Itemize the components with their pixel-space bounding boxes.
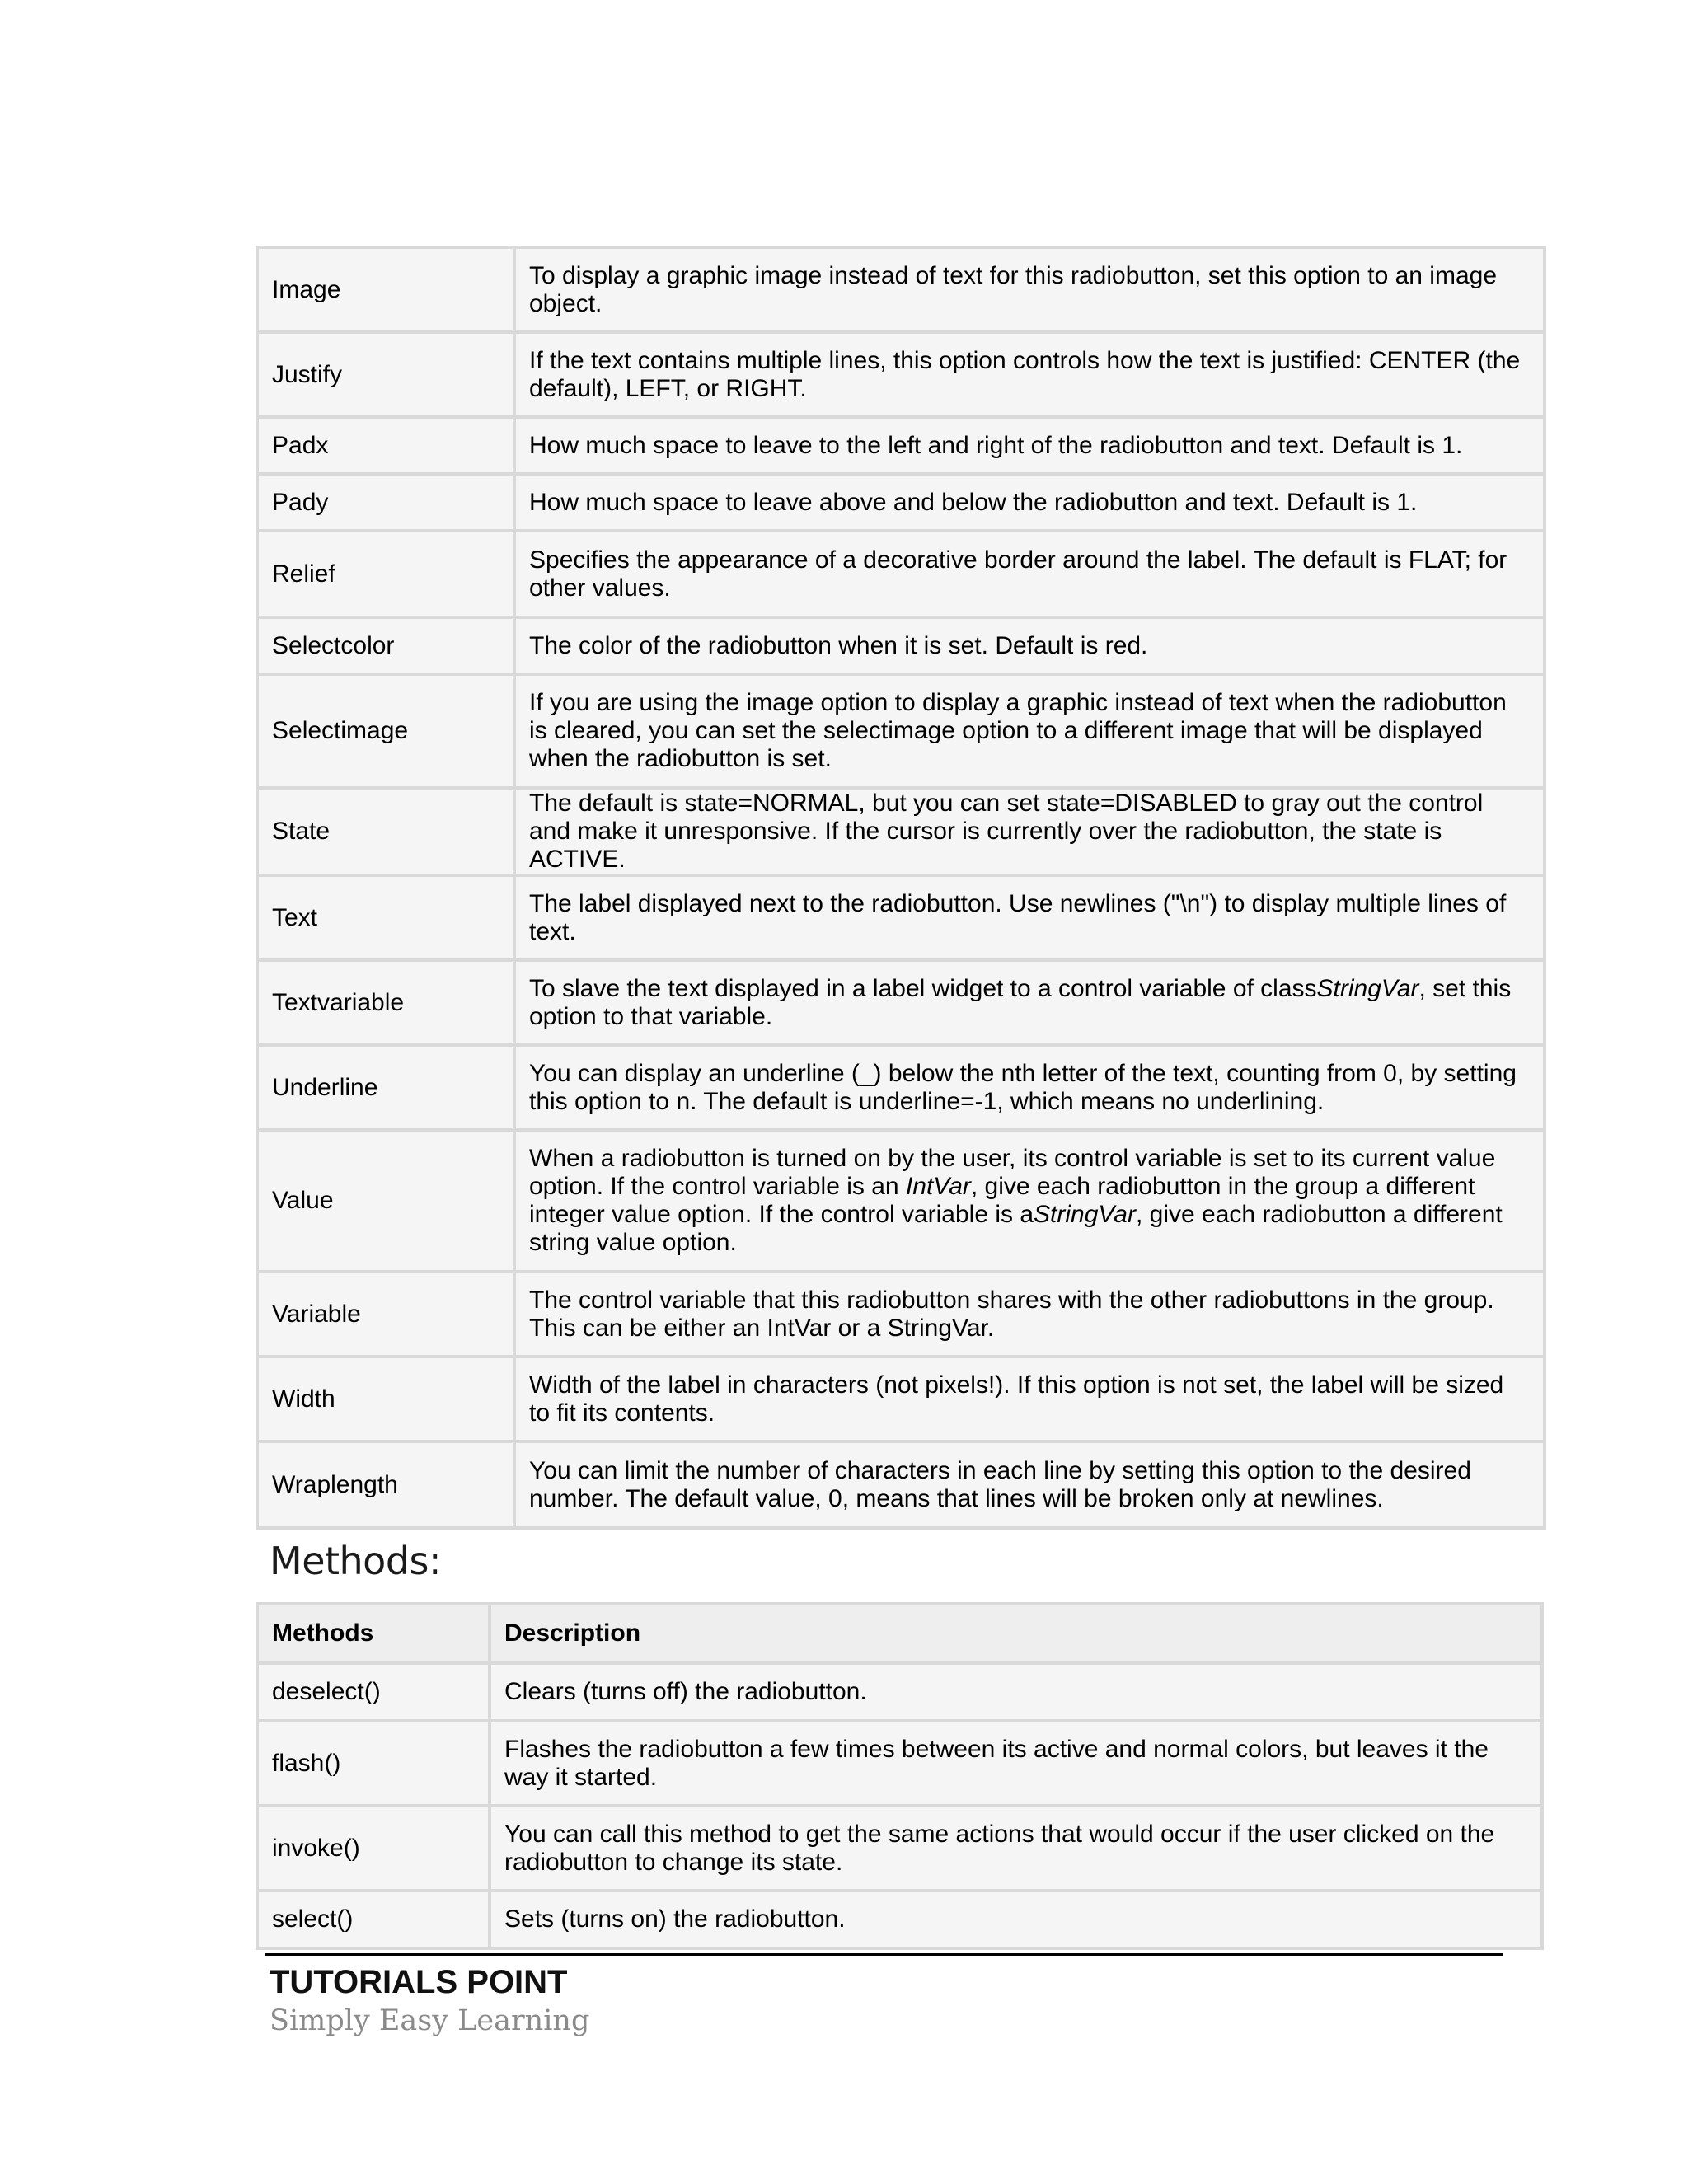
table-row — [257, 788, 1545, 875]
methods-heading: Methods: — [270, 1539, 441, 1583]
option-description: Width of the label in characters (not pixels!). If this option is not set, the label will be sized to fit its contents. — [514, 1357, 1545, 1441]
table-row — [257, 960, 1545, 1045]
option-description: How much space to leave above and below the radiobutton and text. Default is 1. — [514, 474, 1545, 531]
column-header-description: Description — [490, 1604, 1542, 1663]
option-description: The default is state=NORMAL, but you can set state=DISABLED to gray out the control and make it unresponsive. If the cursor is currently over the radiobutton, the state is ACTIVE. — [514, 788, 1545, 875]
description-text: , set this option to that variable. — [529, 974, 1512, 1030]
table-row — [257, 1272, 1545, 1357]
option-name: Padx — [257, 417, 514, 474]
table-header-row — [257, 1604, 1542, 1663]
option-name: Justify — [257, 332, 514, 417]
methods-table — [256, 1602, 1544, 1950]
method-name: flash() — [257, 1721, 490, 1806]
option-name: Wraplength — [257, 1441, 514, 1528]
description-text: , give each radiobutton a different string value option. — [529, 1201, 1503, 1256]
option-name: Selectcolor — [257, 617, 514, 674]
option-description: If the text contains multiple lines, this option controls how the text is justified: CENTER (the default), LEFT, or RIGHT. — [514, 332, 1545, 417]
option-description — [514, 1130, 1545, 1272]
table-row — [257, 674, 1545, 788]
option-name: Underline — [257, 1045, 514, 1130]
option-name: Text — [257, 875, 514, 960]
option-description: Specifies the appearance of a decorative border around the label. The default is FLAT; for other values. — [514, 531, 1545, 617]
table-row — [257, 1806, 1542, 1891]
option-name: Value — [257, 1130, 514, 1272]
option-description: You can limit the number of characters in each line by setting this option to the desired number. The default value, 0, means that lines will be broken only at newlines. — [514, 1441, 1545, 1528]
method-name: select() — [257, 1891, 490, 1948]
table-row — [257, 1721, 1542, 1806]
option-name: Width — [257, 1357, 514, 1441]
method-description: Sets (turns on) the radiobutton. — [490, 1891, 1542, 1948]
footer-tagline: Simply Easy Learning — [270, 2004, 590, 2037]
table-row — [257, 875, 1545, 960]
footer-divider — [265, 1953, 1503, 1956]
method-name: deselect() — [257, 1663, 490, 1721]
table-row — [257, 417, 1545, 474]
table-row — [257, 247, 1545, 332]
table-row — [257, 1045, 1545, 1130]
option-name: Selectimage — [257, 674, 514, 788]
option-description: To display a graphic image instead of text for this radiobutton, set this option to an image object. — [514, 247, 1545, 332]
description-text: To slave the text displayed in a label widget to a control variable of class — [529, 974, 1317, 1002]
options-table — [256, 246, 1546, 1530]
option-name: Image — [257, 247, 514, 332]
table-row — [257, 1891, 1542, 1948]
description-text: When a radiobutton is turned on by the user, its control variable is set to its current value option. If the control variable is an — [529, 1145, 1496, 1200]
table-row — [257, 1357, 1545, 1441]
table-row — [257, 1441, 1545, 1528]
option-name: Pady — [257, 474, 514, 531]
option-name: State — [257, 788, 514, 875]
class-name-emphasis: IntVar — [905, 1173, 971, 1200]
table-row — [257, 531, 1545, 617]
class-name-emphasis: StringVar — [1034, 1201, 1136, 1228]
table-row — [257, 332, 1545, 417]
method-name: invoke() — [257, 1806, 490, 1891]
option-name: Relief — [257, 531, 514, 617]
option-description: The color of the radiobutton when it is set. Default is red. — [514, 617, 1545, 674]
option-name: Textvariable — [257, 960, 514, 1045]
table-row — [257, 474, 1545, 531]
option-description: The control variable that this radiobutton shares with the other radiobuttons in the group. This can be either an IntVar or a StringVar. — [514, 1272, 1545, 1357]
class-name-emphasis: StringVar — [1316, 974, 1419, 1002]
column-header-methods: Methods — [257, 1604, 490, 1663]
table-row — [257, 1130, 1545, 1272]
option-description: If you are using the image option to display a graphic instead of text when the radiobutton is cleared, you can set the selectimage option to a different image that will be displayed when the radiobutton is set. — [514, 674, 1545, 788]
option-description: The label displayed next to the radiobutton. Use newlines ("\n") to display multiple lines of text. — [514, 875, 1545, 960]
method-description: Clears (turns off) the radiobutton. — [490, 1663, 1542, 1721]
option-description: How much space to leave to the left and right of the radiobutton and text. Default is 1. — [514, 417, 1545, 474]
method-description: Flashes the radiobutton a few times between its active and normal colors, but leaves it the way it started. — [490, 1721, 1542, 1806]
table-row — [257, 617, 1545, 674]
option-name: Variable — [257, 1272, 514, 1357]
option-description — [514, 960, 1545, 1045]
footer-brand: TUTORIALS POINT — [270, 1964, 568, 2000]
option-description: You can display an underline (_) below the nth letter of the text, counting from 0, by setting this option to n. The default is underline=-1, which means no underlining. — [514, 1045, 1545, 1130]
method-description: You can call this method to get the same actions that would occur if the user clicked on the radiobutton to change its state. — [490, 1806, 1542, 1891]
table-row — [257, 1663, 1542, 1721]
description-text: , give each radiobutton in the group a different integer value option. If the control variable is a — [529, 1173, 1475, 1228]
